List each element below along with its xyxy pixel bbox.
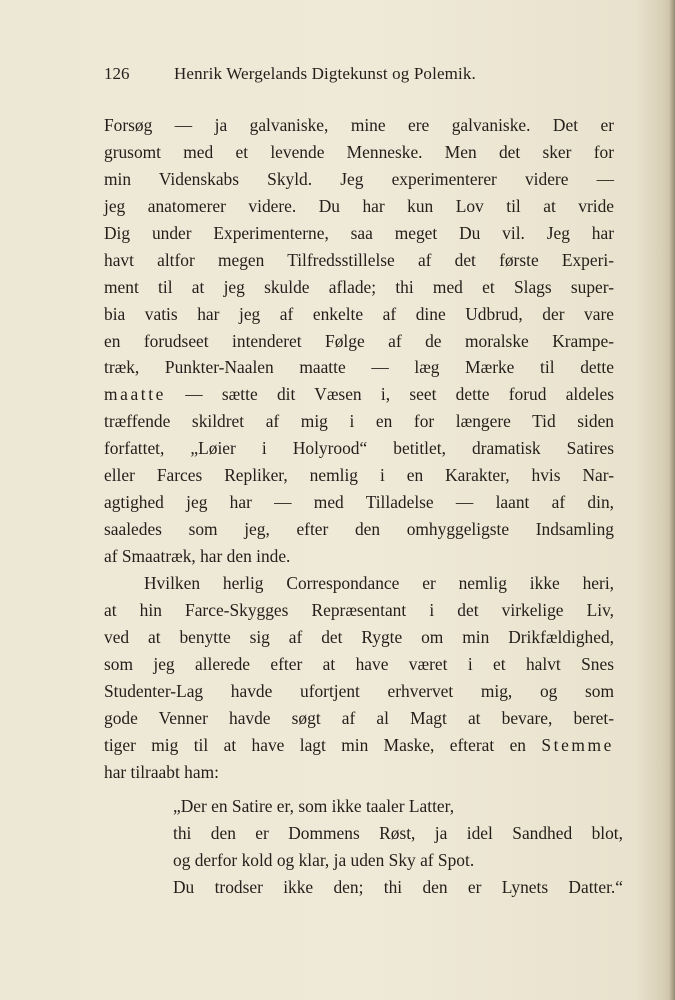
- text-line: Dig under Experimenterne, saa meget Du vil. Jeg har: [104, 222, 614, 243]
- text-fragment: — sætte dit Væsen i, seet dette forud aldeles: [165, 384, 614, 405]
- verse-line: Du trodser ikke den; thi den er Lynets Datter.“: [173, 876, 623, 897]
- text-line: af Smaatræk, har den inde.: [104, 546, 291, 566]
- text-line: bia vatis har jeg af enkelte af dine Udbrud, der vare: [104, 303, 614, 324]
- text-line: min Videnskabs Skyld. Jeg experimenterer videre —: [104, 168, 614, 189]
- text-line: træk, Punkter-Naalen maatte — læg Mærke til dette: [104, 357, 614, 378]
- text-line: at hin Farce-Skygges Repræsentant i det virkelige Liv,: [104, 599, 614, 620]
- text-line: træffende skildret af mig i en for længere Tid siden: [104, 411, 614, 432]
- text-line: Hvilken herlig Correspondance er nemlig ikke heri,: [144, 572, 614, 593]
- spaced-emphasis-word: Stemme: [541, 734, 614, 755]
- text-line: som jeg allerede efter at have været i et halvt Snes: [104, 653, 614, 674]
- text-fragment: tiger mig til at have lagt min Maske, efterat en: [104, 734, 542, 755]
- text-line: Forsøg — ja galvaniske, mine ere galvaniske. Det er: [104, 115, 614, 135]
- verse-line: og derfor kold og klar, ja uden Sky af Spot.: [173, 849, 475, 870]
- text-line: har tilraabt ham:: [104, 761, 219, 782]
- text-line: agtighed jeg har — med Tilladelse — laant af din,: [104, 492, 614, 513]
- verse-quote: [173, 793, 623, 901]
- text-line: en forudseet intenderet Følge af de moralske Krampe-: [104, 330, 614, 351]
- text-line: gode Venner havde søgt af al Magt at bevare, beret-: [104, 707, 614, 728]
- running-title: Henrik Wergelands Digtekunst og Polemik.: [174, 64, 476, 83]
- text-line-with-spaced-word: [104, 732, 614, 759]
- verse-line: „Der en Satire er, som ikke taaler Latter,: [173, 796, 455, 816]
- verse-line: thi den er Dommens Røst, ja idel Sandhed blot,: [173, 822, 623, 843]
- text-line-with-spaced-word: [104, 381, 614, 408]
- spaced-emphasis-word: maatte: [104, 384, 166, 405]
- text-line: Studenter-Lag havde ufortjent erhvervet mig, og som: [104, 680, 614, 701]
- text-line: saaledes som jeg, efter den omhyggeligste Indsamling: [104, 519, 614, 540]
- text-line: grusomt med et levende Menneske. Men det sker for: [104, 141, 614, 162]
- running-header: [104, 62, 616, 86]
- text-line: eller Farces Repliker, nemlig i en Karakter, hvis Nar-: [104, 465, 614, 486]
- text-line: ved at benytte sig af det Rygte om min Drikfældighed,: [104, 626, 614, 647]
- text-line: ment til at jeg skulde aflade; thi med et Slags super-: [104, 276, 614, 297]
- text-line: havt altfor megen Tilfredsstillelse af det første Experi-: [104, 249, 614, 270]
- page-number: 126: [104, 64, 130, 83]
- body-text: [104, 112, 614, 785]
- text-line: jeg anatomerer videre. Du har kun Lov til at vride: [104, 195, 614, 216]
- text-line: forfattet, „Løier i Holyrood“ betitlet, dramatisk Satires: [104, 438, 614, 459]
- page-edge-shadow: [669, 0, 675, 1000]
